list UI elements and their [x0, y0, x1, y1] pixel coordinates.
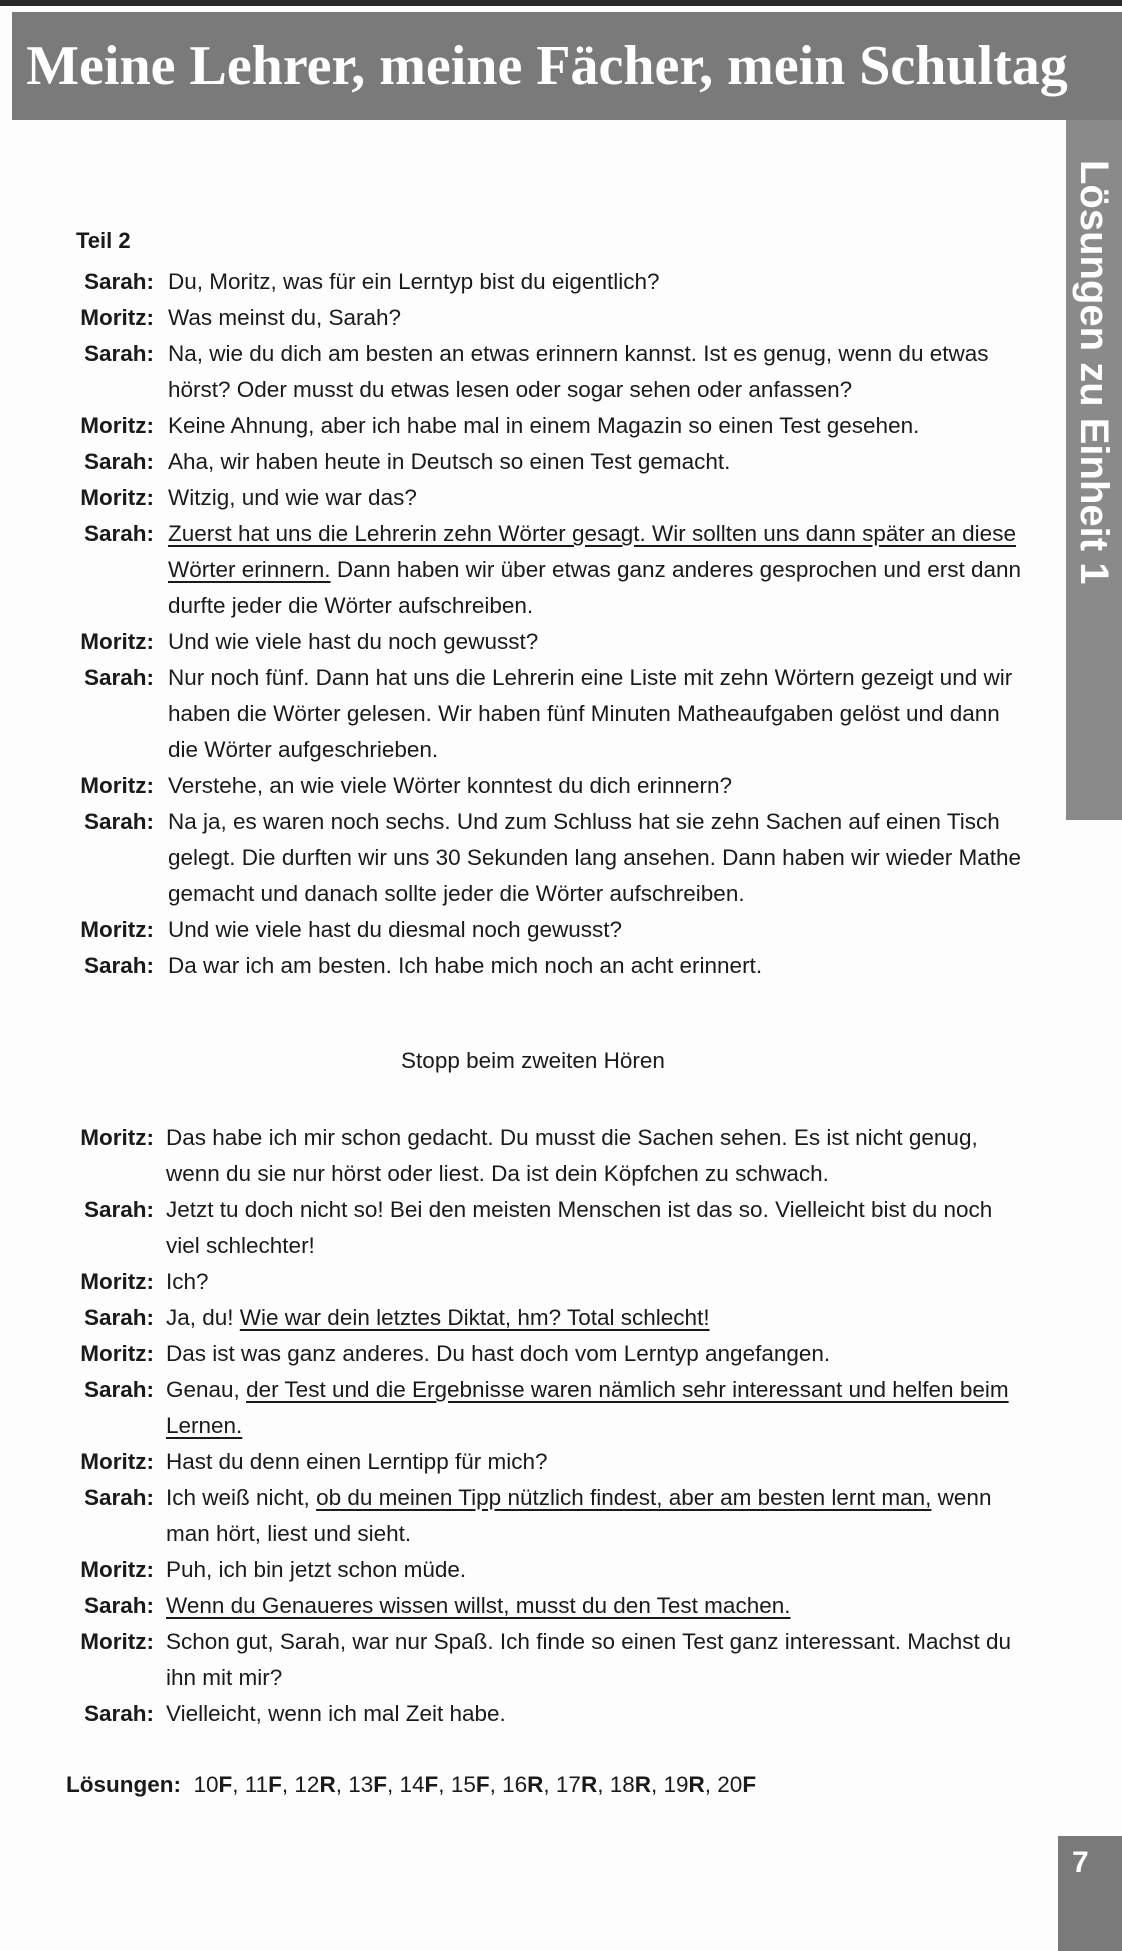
solution-item: 18R,	[609, 1772, 664, 1797]
underlined-phrase: der Test und die Ergebnisse waren nämlich sehr interessant und helfen beim	[246, 1377, 1009, 1402]
solution-value: F	[475, 1772, 490, 1797]
speaker-label: Sarah:	[83, 269, 154, 294]
underlined-phrase: Wörter erinnern.	[168, 557, 331, 582]
speaker-label: Sarah:	[83, 665, 154, 690]
solutions-items	[194, 1772, 757, 1797]
speaker-label: Sarah:	[83, 1377, 154, 1402]
dialogue-line: wenn du sie nur hörst oder liest. Da ist dein Köpfchen zu schwach.	[166, 1161, 829, 1186]
dialogue-line: Verstehe, an wie viele Wörter konntest du dich erinnern?	[168, 773, 733, 798]
line-text: Ja, du!	[166, 1305, 240, 1330]
solution-item: 16R,	[502, 1772, 556, 1797]
speaker-label: Sarah:	[83, 1593, 154, 1618]
dialogue-line	[166, 1300, 710, 1336]
speaker-label: Sarah:	[83, 341, 154, 366]
solution-number: 17	[555, 1772, 581, 1797]
dialogue-line: Was meinst du, Sarah?	[168, 305, 402, 330]
speaker-label: Moritz:	[80, 629, 154, 654]
speaker-label: Sarah:	[83, 521, 154, 546]
solution-number: 15	[450, 1772, 476, 1797]
line-text: Ich weiß nicht,	[166, 1485, 317, 1510]
dialogue-line: Hast du denn einen Lerntipp für mich?	[166, 1449, 548, 1474]
dialogue-line: gelegt. Die durften wir uns 30 Sekunden lang ansehen. Dann haben wir wieder Mathe	[168, 845, 1022, 870]
solution-item: 17R,	[555, 1772, 610, 1797]
speaker-label: Moritz:	[80, 413, 154, 438]
speaker-label: Moritz:	[80, 1341, 154, 1366]
page-number-box	[1058, 1836, 1122, 1951]
speaker-label: Sarah:	[83, 809, 154, 834]
solution-item: 11F,	[244, 1772, 295, 1797]
solution-number: 20	[717, 1772, 743, 1797]
side-tab-label: Lösungen zu Einheit 1	[1072, 160, 1117, 585]
solution-item: 13F,	[348, 1772, 400, 1797]
speaker-label: Moritz:	[80, 1557, 154, 1582]
speaker-label: Sarah:	[83, 1197, 154, 1222]
solution-value: R	[688, 1772, 705, 1797]
speaker-label: Moritz:	[80, 305, 154, 330]
dialogue-line: Das habe ich mir schon gedacht. Du musst die Sachen sehen. Es ist nicht genug,	[166, 1125, 978, 1150]
page-title: Meine Lehrer, meine Fächer, mein Schultag	[26, 35, 1068, 97]
dialogue-line: ihn mit mir?	[166, 1665, 283, 1690]
solution-number: 14	[399, 1772, 425, 1797]
solution-value: F	[268, 1772, 282, 1797]
solution-item: 10F,	[193, 1772, 245, 1797]
dialogue-line: Und wie viele hast du noch gewusst?	[168, 629, 539, 654]
speaker-label: Sarah:	[83, 1701, 154, 1726]
speaker-label: Moritz:	[80, 1125, 154, 1150]
solution-item: 12R,	[294, 1772, 349, 1797]
speaker-label: Sarah:	[83, 953, 154, 978]
speaker-label: Moritz:	[80, 917, 154, 942]
underlined-line: Zuerst hat uns die Lehrerin zehn Wörter gesagt. Wir sollten uns dann später an diese	[168, 521, 1016, 546]
dialogue-line: gemacht und danach sollte jeder die Wörter aufschreiben.	[168, 881, 745, 906]
solution-number: 19	[663, 1772, 689, 1797]
speaker-label: Moritz:	[80, 1449, 154, 1474]
dialogue-line: viel schlechter!	[166, 1233, 315, 1258]
underlined-line: Lernen.	[166, 1413, 243, 1438]
solutions-label: Lösungen:	[66, 1772, 181, 1797]
line-text: Dann haben wir über etwas ganz anderes gesprochen und erst dann	[330, 557, 1022, 582]
solution-value: F	[373, 1772, 387, 1797]
solution-number: 11	[244, 1772, 269, 1797]
speaker-label: Moritz:	[80, 485, 154, 510]
dialogue-line: haben die Wörter gelesen. Wir haben fünf Minuten Matheaufgaben gelöst und dann	[168, 701, 1000, 726]
part-heading: Teil 2	[76, 228, 131, 253]
solution-item: 15F,	[450, 1772, 503, 1797]
solution-number: 12	[294, 1772, 320, 1797]
solutions-line	[66, 1772, 756, 1798]
dialogue-line: Ich?	[166, 1269, 209, 1294]
dialogue-line: hörst? Oder musst du etwas lesen oder sogar sehen oder anfassen?	[168, 377, 853, 402]
dialogue-line: Und wie viele hast du diesmal noch gewusst?	[168, 917, 622, 942]
dialogue-line: durfte jeder die Wörter aufschreiben.	[168, 593, 534, 618]
dialogue-line	[166, 1372, 1009, 1408]
dialogue-line	[166, 1480, 991, 1516]
dialogue-line: Witzig, und wie war das?	[168, 485, 417, 510]
dialogue-line: man hört, liest und sieht.	[166, 1521, 412, 1546]
dialogue-line	[168, 552, 1021, 588]
solution-value: F	[218, 1772, 233, 1797]
dialogue-line: Das ist was ganz anderes. Du hast doch vom Lerntyp angefangen.	[166, 1341, 831, 1366]
speaker-label: Moritz:	[80, 1269, 154, 1294]
dialogue-line: Na ja, es waren noch sechs. Und zum Schluss hat sie zehn Sachen auf einen Tisch	[168, 809, 1000, 834]
stop-note: Stopp beim zweiten Hören	[401, 1048, 665, 1073]
dialogue-line: die Wörter aufgeschrieben.	[168, 737, 439, 762]
solution-value: R	[319, 1772, 336, 1797]
solution-item: 14F,	[399, 1772, 451, 1797]
underlined-line: Wenn du Genaueres wissen willst, musst du den Test machen.	[166, 1593, 791, 1618]
speaker-label: Sarah:	[83, 449, 154, 474]
speaker-label: Sarah:	[83, 1305, 154, 1330]
line-text: Genau,	[166, 1377, 247, 1402]
solution-value: F	[424, 1772, 439, 1797]
line-text: wenn	[931, 1485, 992, 1510]
solution-value: R	[527, 1772, 544, 1797]
solution-item: 19R,	[663, 1772, 718, 1797]
dialogue-line: Aha, wir haben heute in Deutsch so einen Test gemacht.	[168, 449, 731, 474]
solution-number: 10	[193, 1772, 219, 1797]
solution-number: 18	[609, 1772, 635, 1797]
speaker-label: Sarah:	[83, 1485, 154, 1510]
underlined-phrase: Wie war dein letztes Diktat, hm? Total schlecht!	[239, 1305, 710, 1330]
speaker-label: Moritz:	[80, 773, 154, 798]
dialogue-line: Schon gut, Sarah, war nur Spaß. Ich finde so einen Test ganz interessant. Machst du	[166, 1629, 1012, 1654]
dialogue-line: Du, Moritz, was für ein Lerntyp bist du eigentlich?	[168, 269, 660, 294]
solution-item	[717, 1772, 756, 1797]
dialogue-line: Puh, ich bin jetzt schon müde.	[166, 1557, 467, 1582]
underlined-phrase: ob du meinen Tipp nützlich findest, aber am besten lernt man,	[316, 1485, 932, 1510]
dialogue-line: Na, wie du dich am besten an etwas erinnern kannst. Ist es genug, wenn du etwas	[168, 341, 989, 366]
dialogue-line: Nur noch fünf. Dann hat uns die Lehrerin eine Liste mit zehn Wörtern gezeigt und wir	[168, 665, 1013, 690]
solution-number: 13	[348, 1772, 374, 1797]
solution-value: R	[634, 1772, 651, 1797]
page-number: 7	[1072, 1846, 1089, 1879]
dialogue-line: Jetzt tu doch nicht so! Bei den meisten Menschen ist das so. Vielleicht bist du noch	[166, 1197, 993, 1222]
dialogue-line: Da war ich am besten. Ich habe mich noch an acht erinnert.	[168, 953, 763, 978]
solution-value: F	[742, 1772, 757, 1797]
dialogue-line: Keine Ahnung, aber ich habe mal in einem Magazin so einen Test gesehen.	[168, 413, 920, 438]
dialogue-line: Vielleicht, wenn ich mal Zeit habe.	[166, 1701, 506, 1726]
solution-number: 16	[502, 1772, 528, 1797]
speaker-label: Moritz:	[80, 1629, 154, 1654]
solution-value: R	[580, 1772, 598, 1797]
